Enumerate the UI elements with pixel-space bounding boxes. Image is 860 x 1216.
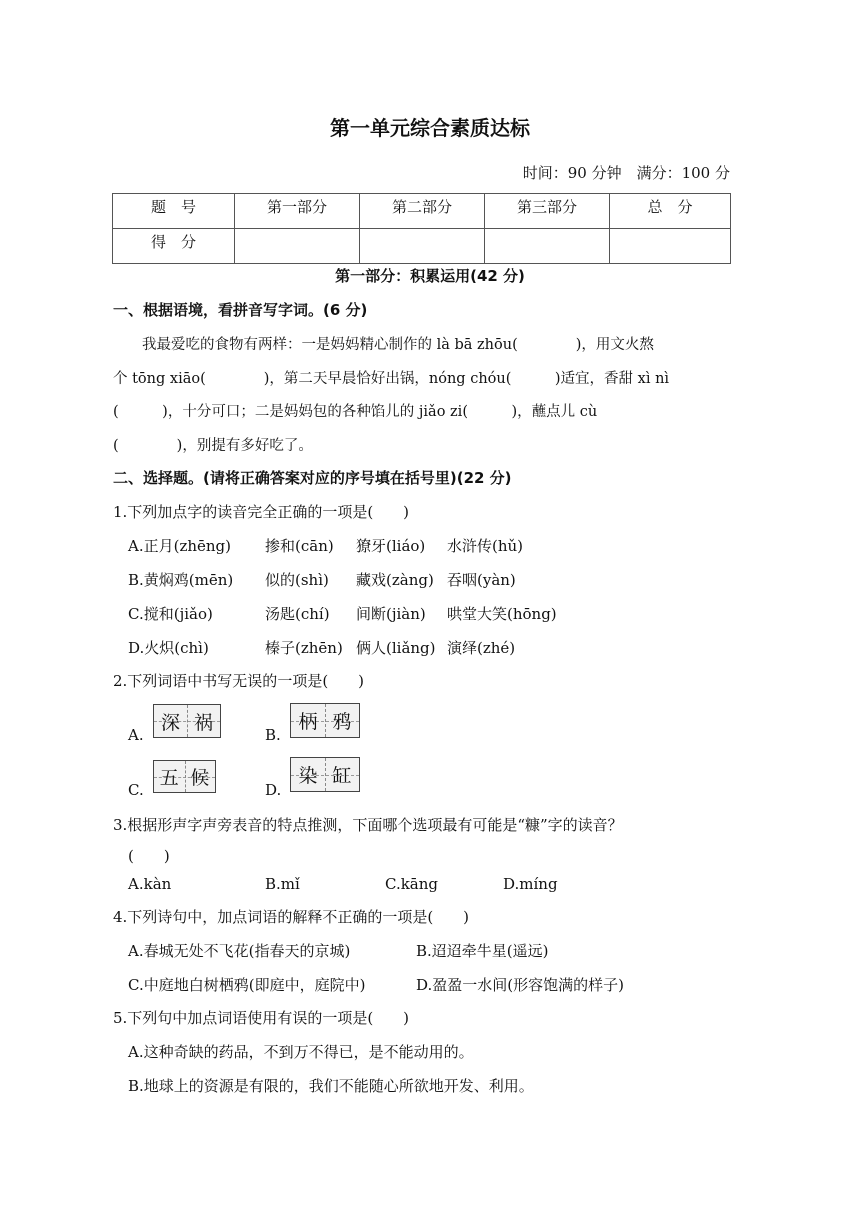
q2-option-a-grid xyxy=(153,704,221,738)
q5-option-b: B.地球上的资源是有限的，我们不能随心所欲地开发、利用。 xyxy=(128,1077,534,1095)
q2-option-b-grid xyxy=(290,703,360,738)
q2-char: 候 xyxy=(190,767,210,789)
q1-option-c-word: 汤匙(chí) xyxy=(265,605,330,623)
q3-option-c: C.kāng xyxy=(385,875,439,893)
q1-option-b-word: 吞咽(yàn) xyxy=(447,571,516,589)
q2-char: 柄 xyxy=(291,704,326,737)
part1-heading: 第一部分：积累运用(42 分) xyxy=(335,267,525,285)
section1-line: 个 tōng xiāo( )，第二天早晨恰好出锅，nóng chóu( )适宜，香甜 xì nì xyxy=(113,371,670,387)
exam-meta: 时间：90 分钟 满分：100 分 xyxy=(522,164,730,182)
score-header-cell: 总 分 xyxy=(610,194,731,229)
score-cell[interactable] xyxy=(235,229,360,264)
q2-option-d-label: D. xyxy=(265,781,282,799)
q3-option-b: B.mǐ xyxy=(265,875,300,893)
score-table-score-row xyxy=(113,229,731,264)
score-cell[interactable] xyxy=(360,229,485,264)
section1-heading: 一、根据语境，看拼音写字词。(6 分) xyxy=(113,301,368,319)
q1-option-b-word: 似的(shì) xyxy=(265,571,329,589)
q1-option-a-word: 掺和(cān) xyxy=(265,537,334,555)
q3-stem: 3.根据形声字声旁表音的特点推测，下面哪个选项最有可能是“糠”字的读音？ xyxy=(113,816,623,834)
score-cell[interactable] xyxy=(610,229,731,264)
q1-option-c: C.搅和(jiǎo) xyxy=(128,605,213,623)
q1-option-b: B.黄焖鸡(mēn) xyxy=(128,571,234,589)
q1-option-d: D.火炽(chì) xyxy=(128,639,209,657)
page-title: 第一单元综合素质达标 xyxy=(330,116,530,140)
q2-char: 缸 xyxy=(332,765,352,787)
q1-option-a: A.正月(zhēng) xyxy=(128,537,232,555)
score-row-label: 得 分 xyxy=(113,229,235,264)
q1-option-a-word: 獠牙(liáo) xyxy=(356,537,426,555)
q3-option-a: A.kàn xyxy=(128,875,172,893)
q3-option-d: D.míng xyxy=(503,875,558,893)
q1-option-d-word: 演绎(zhé) xyxy=(447,639,516,657)
section1-line: ( )，十分可口；二是妈妈包的各种馅儿的 jiǎo zi( )，蘸点儿 cù xyxy=(113,404,598,420)
score-header-cell: 第一部分 xyxy=(235,194,360,229)
score-table-header-row xyxy=(113,194,731,229)
q1-stem: 1.下列加点字的读音完全正确的一项是( ) xyxy=(113,503,410,521)
q5-stem: 5.下列句中加点词语使用有误的一项是( ) xyxy=(113,1009,410,1027)
q2-char: 染 xyxy=(291,758,326,791)
q4-option-b: B.迢迢牵牛星(遥远) xyxy=(416,942,549,960)
q2-option-b-label: B. xyxy=(265,726,281,744)
q4-option-d: D.盈盈一水间(形容饱满的样子) xyxy=(416,976,624,994)
score-table xyxy=(112,193,731,264)
q1-option-a-word: 水浒传(hǔ) xyxy=(447,537,524,555)
q1-option-c-word: 哄堂大笑(hōng) xyxy=(447,605,557,623)
score-header-cell: 题 号 xyxy=(113,194,235,229)
section2-heading: 二、选择题。(请将正确答案对应的序号填在括号里)(22 分) xyxy=(113,469,512,487)
q2-option-d-grid xyxy=(290,757,360,792)
score-cell[interactable] xyxy=(485,229,610,264)
q1-option-b-word: 藏戏(zàng) xyxy=(356,571,434,589)
score-header-cell: 第三部分 xyxy=(485,194,610,229)
q2-char: 鸦 xyxy=(332,711,352,733)
q5-option-a: A.这种奇缺的药品，不到万不得已，是不能动用的。 xyxy=(128,1043,474,1061)
q2-option-c-grid xyxy=(153,760,216,793)
q2-char: 五 xyxy=(154,761,186,792)
section1-line: ( )，别提有多好吃了。 xyxy=(113,438,313,454)
q1-option-d-word: 俩人(liǎng) xyxy=(356,639,436,657)
q2-char: 深 xyxy=(154,705,188,737)
q2-char: 祸 xyxy=(193,711,213,734)
score-header-cell: 第二部分 xyxy=(360,194,485,229)
q2-option-c-label: C. xyxy=(128,781,144,799)
q4-stem: 4.下列诗句中，加点词语的解释不正确的一项是( ) xyxy=(113,908,470,926)
q1-option-d-word: 榛子(zhēn) xyxy=(265,639,343,657)
q3-answer-paren: ( ) xyxy=(128,847,170,865)
q2-stem: 2.下列词语中书写无误的一项是( ) xyxy=(113,672,365,690)
q4-option-a: A.春城无处不飞花(指春天的京城) xyxy=(128,942,351,960)
q1-option-c-word: 间断(jiàn) xyxy=(356,605,426,623)
q4-option-c: C.中庭地白树栖鸦(即庭中，庭院中) xyxy=(128,976,366,994)
section1-line: 我最爱吃的食物有两样：一是妈妈精心制作的 là bā zhōu( )，用文火熬 xyxy=(113,337,654,353)
q2-option-a-label: A. xyxy=(128,726,144,744)
